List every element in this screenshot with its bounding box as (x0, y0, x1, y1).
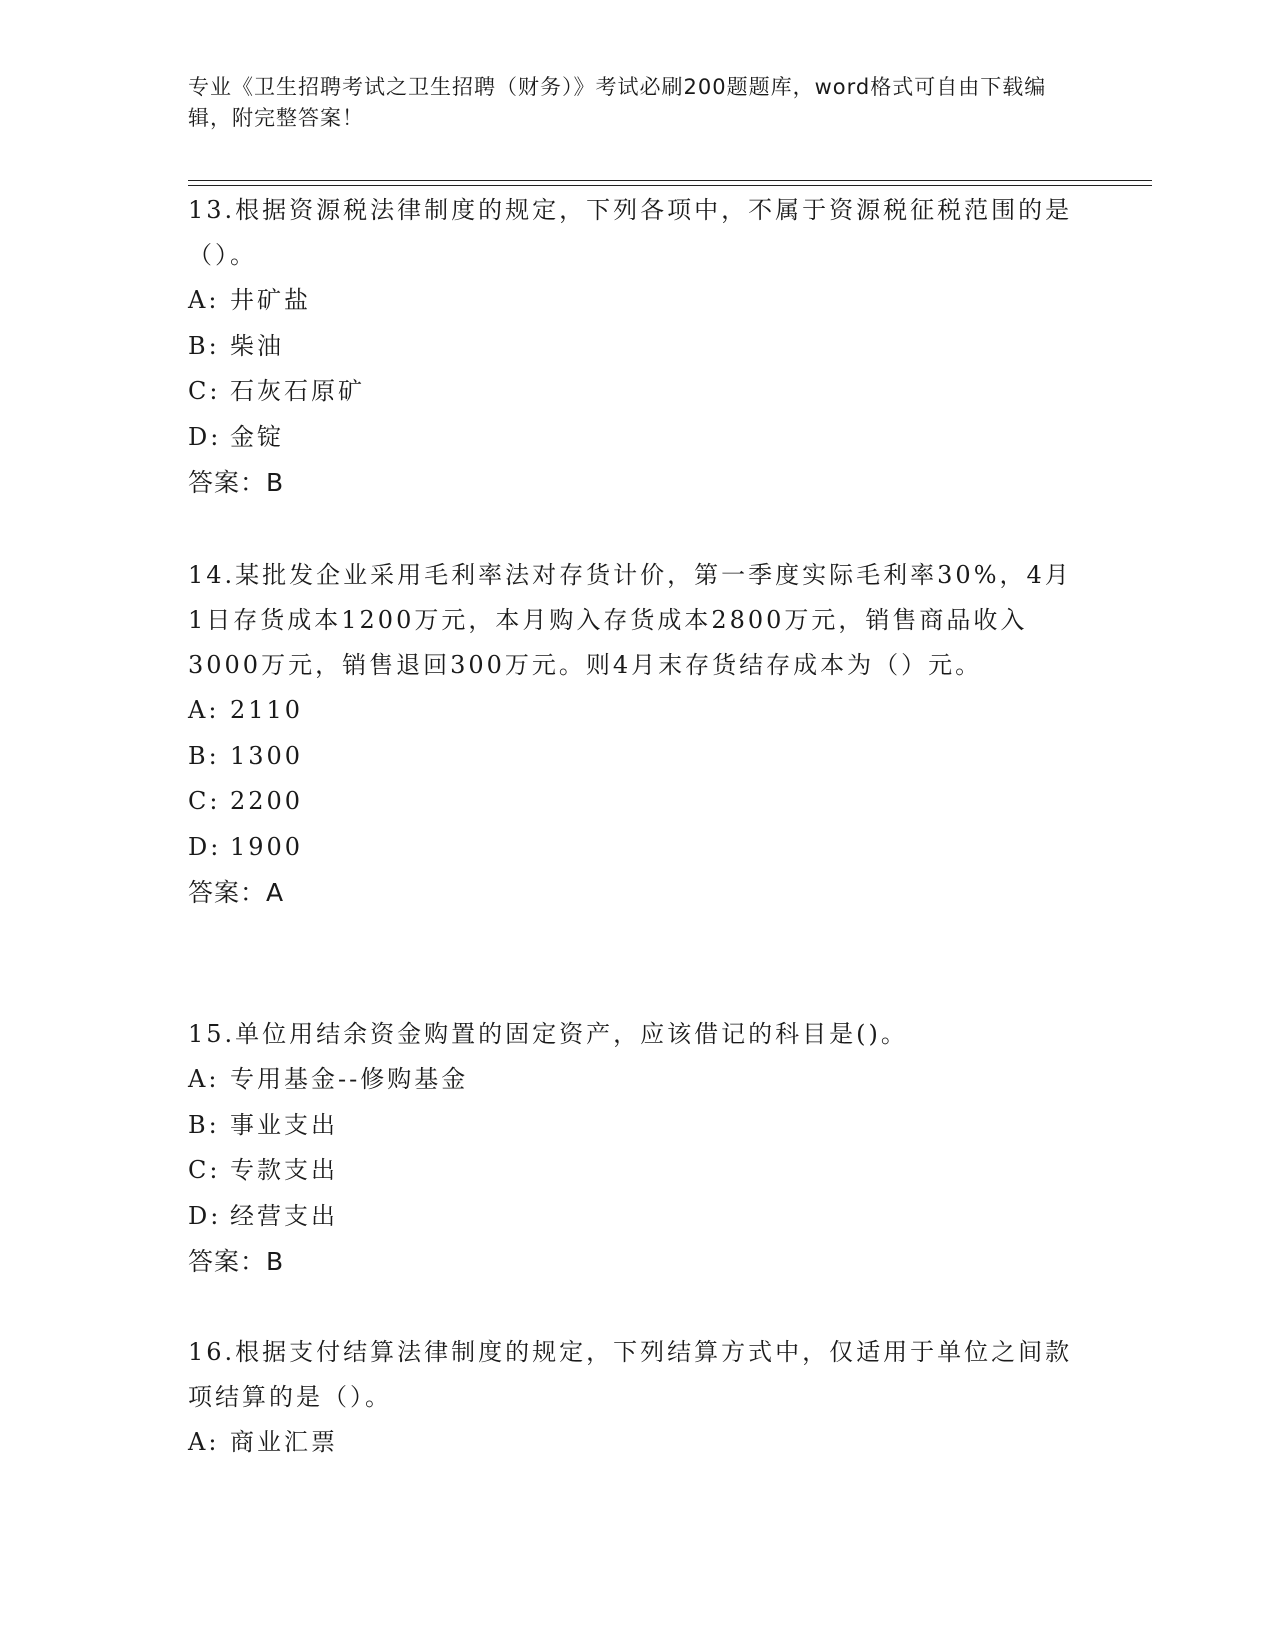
option-c (188, 369, 1088, 415)
option-a (188, 1420, 1088, 1466)
option-a (188, 1057, 1088, 1103)
answer: 答案：B (188, 1247, 285, 1276)
option-b (188, 324, 1088, 370)
option-letter: A: (188, 286, 220, 314)
answer: 答案：A (188, 878, 285, 907)
option-d (188, 1194, 1088, 1240)
option-a (188, 278, 1088, 324)
option-d (188, 825, 1088, 871)
option-text: 事业支出 (230, 1110, 338, 1139)
option-letter: A: (188, 1065, 220, 1093)
option-text: 商业汇票 (230, 1428, 338, 1456)
option-letter: D: (188, 832, 222, 861)
question-text: 15.单位用结余资金购置的固定资产，应该借记的科目是()。 (188, 1020, 908, 1048)
answer: 答案：B (188, 468, 285, 497)
option-letter: C: (188, 377, 221, 405)
option-text: 金锭 (230, 422, 284, 451)
question-14 (188, 553, 1088, 915)
option-letter: B: (188, 331, 220, 360)
option-b (188, 1103, 1088, 1149)
option-b (188, 734, 1088, 780)
option-text: 专用基金--修购基金 (230, 1065, 469, 1093)
question-16 (188, 1330, 1088, 1466)
option-letter: C: (188, 787, 221, 815)
question-15 (188, 1012, 1088, 1284)
question-text: 16.根据支付结算法律制度的规定，下列结算方式中，仅适用于单位之间款项结算的是（）。 (188, 1338, 1073, 1411)
option-letter: B: (188, 1110, 220, 1139)
option-text: 2200 (230, 787, 304, 815)
option-text: 井矿盐 (230, 286, 311, 314)
option-c (188, 779, 1088, 825)
option-letter: D: (188, 1201, 222, 1230)
option-text: 2110 (230, 696, 304, 724)
document-header: 专业《卫生招聘考试之卫生招聘（财务）》考试必刷200题题库，word格式可自由下载编辑，附完整答案！ (188, 75, 1047, 130)
option-text: 石灰石原矿 (230, 377, 365, 405)
option-letter: A: (188, 1428, 220, 1456)
header-divider-bottom (188, 185, 1152, 186)
question-13 (188, 188, 1088, 505)
header-divider-top (188, 180, 1152, 181)
option-c (188, 1148, 1088, 1194)
question-text: 13.根据资源税法律制度的规定，下列各项中，不属于资源税征税范围的是（）。 (188, 196, 1073, 269)
option-letter: B: (188, 741, 220, 770)
option-d (188, 415, 1088, 461)
option-text: 柴油 (230, 331, 284, 360)
option-text: 专款支出 (230, 1156, 338, 1184)
question-text: 14.某批发企业采用毛利率法对存货计价，第一季度实际毛利率30%，4月1日存货成本1200万元，本月购入存货成本2800万元，销售商品收入3000万元，销售退回300万元。则4月末存货结存成本为（）元。 (188, 561, 1072, 679)
option-text: 1900 (230, 832, 304, 861)
option-letter: A: (188, 696, 220, 724)
option-letter: C: (188, 1156, 221, 1184)
option-text: 1300 (230, 741, 304, 770)
option-text: 经营支出 (230, 1201, 338, 1230)
option-letter: D: (188, 422, 222, 451)
option-a (188, 688, 1088, 734)
